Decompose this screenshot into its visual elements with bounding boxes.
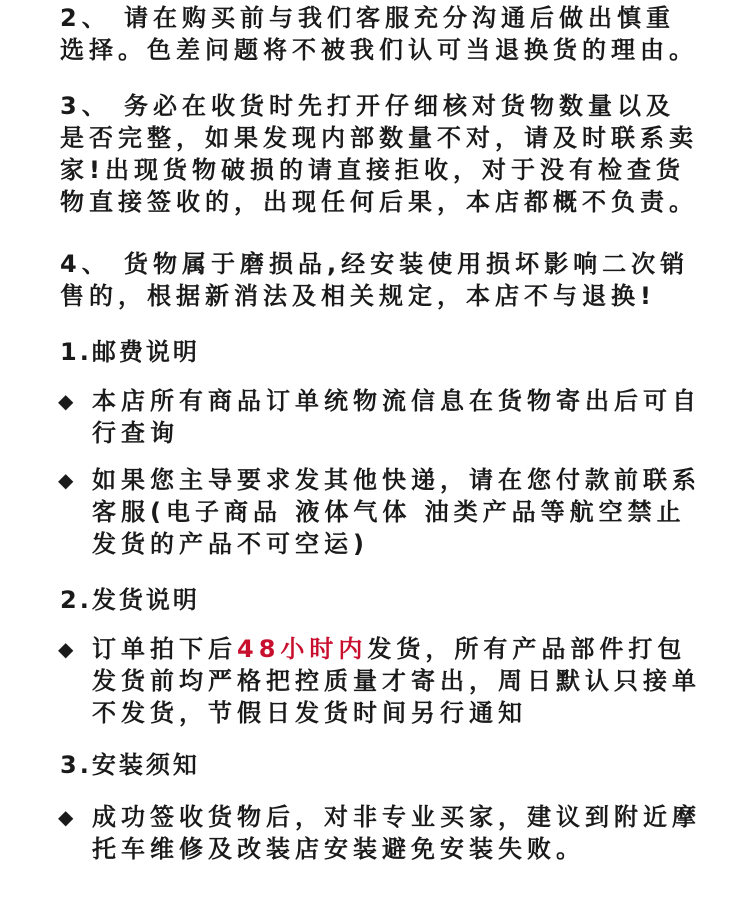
list-item xyxy=(58,464,708,560)
section-title-postage: 1.邮费说明 xyxy=(60,338,200,366)
diamond-bullet-icon: ◆ xyxy=(58,805,79,829)
list-item xyxy=(58,385,708,449)
list-item-text: 成功签收货物后，对非专业买家，建议到附近摩托车维修及改装店安装避免安装失败。 xyxy=(92,803,701,863)
shipping-text-after: 发货，所有产品部件打包发货前均严格把控质量才寄出，周日默认只接单不发货，节假日发货时间另行通知 xyxy=(92,635,701,727)
shipping-text-before: 订单拍下后 xyxy=(92,635,237,663)
list-item xyxy=(58,633,708,729)
note-4: 4、 货物属于磨损品,经安装使用损坏影响二次销售的，根据新消法及相关规定，本店不与退换! xyxy=(60,250,690,310)
section-title-installation: 3.安装须知 xyxy=(60,751,200,779)
note-3: 3、 务必在收货时先打开仔细核对货物数量以及是否完整，如果发现内部数量不对，请及时联系卖家!出现货物破损的请直接拒收，对于没有检查货物直接签收的，出现任何后果，本店都概不负责。 xyxy=(60,92,698,216)
diamond-bullet-icon: ◆ xyxy=(58,637,79,661)
list-item-text xyxy=(92,633,708,729)
section-title-shipping: 2.发货说明 xyxy=(60,586,200,614)
note-2: 2、 请在购买前与我们客服充分沟通后做出慎重选择。色差问题将不被我们认可当退换货的理由。 xyxy=(60,4,698,64)
diamond-bullet-icon: ◆ xyxy=(58,468,79,492)
diamond-bullet-icon: ◆ xyxy=(58,389,79,413)
list-item-text: 如果您主导要求发其他快递，请在您付款前联系客服(电子商品 液体气体 油类产品等航空禁止发货的产品不可空运) xyxy=(92,466,701,558)
shipping-time-highlight: 48小时内 xyxy=(237,635,368,663)
list-item-text: 本店所有商品订单统物流信息在货物寄出后可自行查询 xyxy=(92,387,701,447)
list-item xyxy=(58,801,708,865)
